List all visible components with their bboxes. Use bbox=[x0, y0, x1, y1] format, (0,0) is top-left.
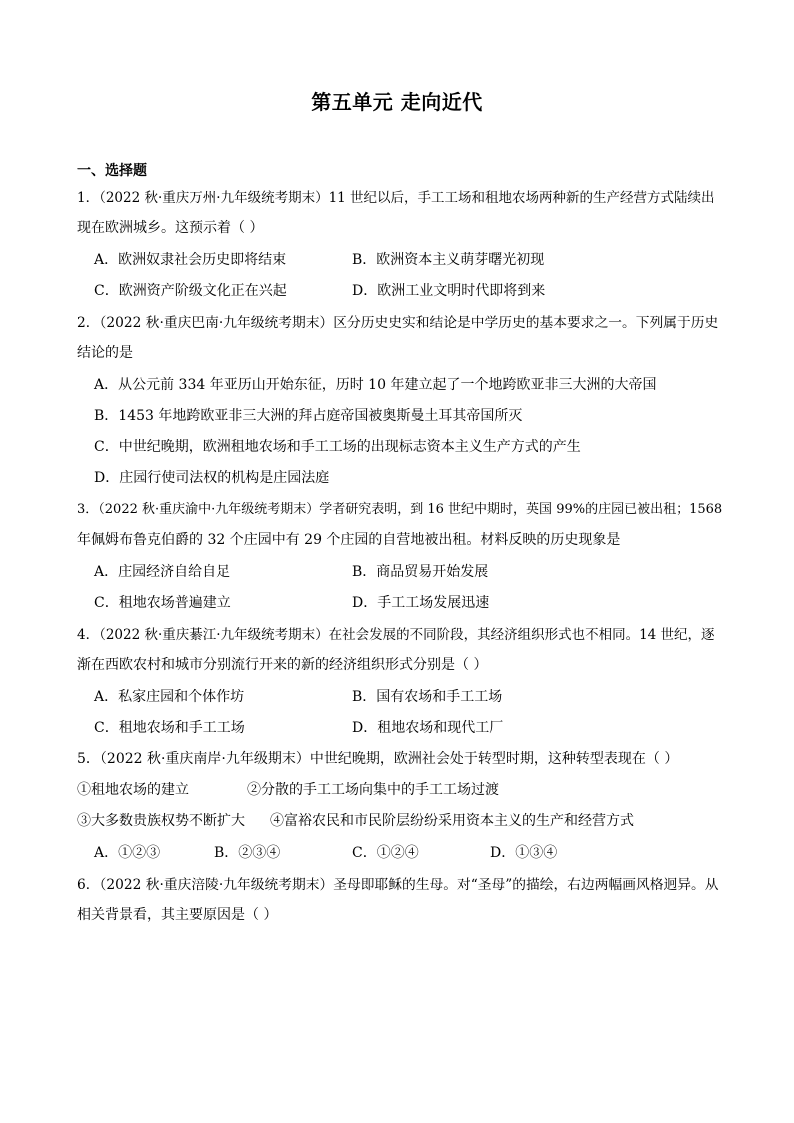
question-4-option-d: D．租地农场和现代工厂 bbox=[352, 720, 504, 736]
question-2-line-1: 2．（2022 秋·重庆巴南·九年级统考期末）区分历史史实和结论是中学历史的基本要求之一。下列属于历史 bbox=[77, 315, 719, 331]
question-6-line-2: 相关背景看，其主要原因是（ ） bbox=[77, 907, 278, 923]
section-heading: 一、选择题 bbox=[77, 163, 147, 179]
question-2-line-2: 结论的是 bbox=[77, 345, 133, 361]
question-3-option-b: B．商品贸易开始发展 bbox=[352, 564, 489, 580]
question-1-line-2: 现在欧洲城乡。这预示着（ ） bbox=[77, 220, 264, 236]
question-3-option-c: C．租地农场普遍建立 bbox=[94, 595, 231, 611]
question-5-option-c: C．①②④ bbox=[352, 845, 419, 861]
question-5-statement-2: ②分散的手工工场向集中的手工工场过渡 bbox=[247, 782, 499, 798]
question-5-option-b: B．②③④ bbox=[214, 845, 281, 861]
question-5-option-d: D．①③④ bbox=[490, 845, 558, 861]
question-1-option-c: C．欧洲资产阶级文化正在兴起 bbox=[94, 283, 287, 299]
question-6-line-1: 6．（2022 秋·重庆涪陵·九年级统考期末）圣母即耶稣的生母。对“圣母”的描绘，右边两幅画风格迥异。从 bbox=[77, 877, 719, 893]
question-5-line-1: 5．（2022 秋·重庆南岸·九年级期末）中世纪晚期，欧洲社会处于转型时期，这种转型表现在（ ） bbox=[77, 751, 679, 767]
question-2-option-c: C．中世纪晚期，欧洲租地农场和手工工场的出现标志资本主义生产方式的产生 bbox=[94, 439, 581, 455]
question-4-line-1: 4．（2022 秋·重庆綦江·九年级统考期末）在社会发展的不同阶段，其经济组织形式也不相同。14 世纪，逐 bbox=[77, 627, 715, 643]
question-2-option-d: D．庄园行使司法权的机构是庄园法庭 bbox=[94, 470, 330, 486]
question-3-line-2: 年佩姆布鲁克伯爵的 32 个庄园中有 29 个庄园的自营地被出租。材料反映的历史现象是 bbox=[77, 532, 621, 548]
question-3-option-d: D．手工工场发展迅速 bbox=[352, 595, 490, 611]
question-5-statement-4: ④富裕农民和市民阶层纷纷采用资本主义的生产和经营方式 bbox=[270, 813, 634, 829]
page-title: 第五单元 走向近代 bbox=[311, 90, 483, 114]
question-5-statement-1: ①租地农场的建立 bbox=[77, 782, 189, 798]
question-3-option-a: A．庄园经济自给自足 bbox=[94, 564, 231, 580]
question-1-option-b: B．欧洲资本主义萌芽曙光初现 bbox=[352, 252, 545, 268]
question-4-option-b: B．国有农场和手工工场 bbox=[352, 689, 503, 705]
question-5-statement-3: ③大多数贵族权势不断扩大 bbox=[77, 813, 245, 829]
question-4-option-c: C．租地农场和手工工场 bbox=[94, 720, 245, 736]
question-1-line-1: 1．（2022 秋·重庆万州·九年级统考期末）11 世纪以后，手工工场和租地农场两种新的生产经营方式陆续出 bbox=[77, 190, 715, 206]
question-4-option-a: A．私家庄园和个体作坊 bbox=[94, 689, 245, 705]
question-2-option-b: B．1453 年地跨欧亚非三大洲的拜占庭帝国被奥斯曼土耳其帝国所灭 bbox=[94, 408, 523, 424]
question-2-option-a: A．从公元前 334 年亚历山开始东征，历时 10 年建立起了一个地跨欧亚非三大洲的大帝国 bbox=[94, 377, 657, 393]
question-4-line-2: 渐在西欧农村和城市分别流行开来的新的经济组织形式分别是（ ） bbox=[77, 657, 488, 673]
question-3-line-1: 3．（2022 秋·重庆渝中·九年级统考期末）学者研究表明，到 16 世纪中期时，英国 99%的庄园已被出租；1568 bbox=[77, 502, 723, 517]
question-1-option-d: D．欧洲工业文明时代即将到来 bbox=[352, 283, 546, 299]
question-5-option-a: A．①②③ bbox=[94, 845, 161, 861]
question-1-option-a: A．欧洲奴隶社会历史即将结束 bbox=[94, 252, 287, 268]
